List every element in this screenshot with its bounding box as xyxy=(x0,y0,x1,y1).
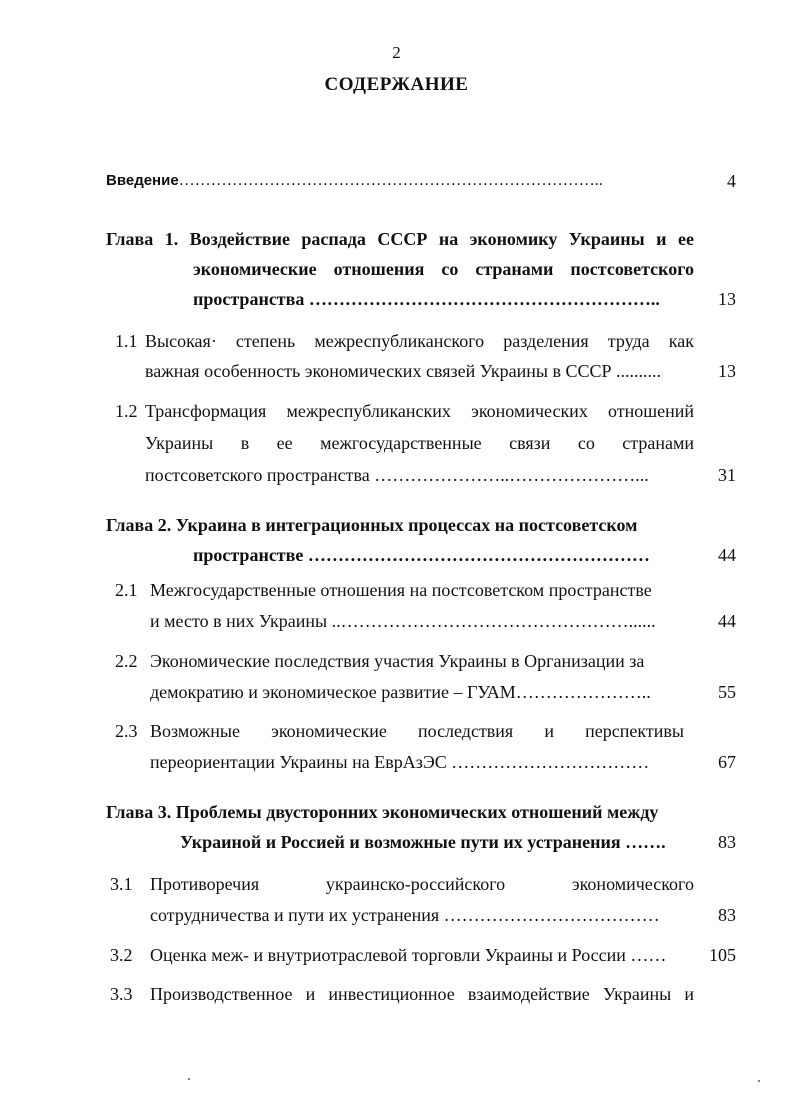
toc-chapter-1-line-3: пространства ………………………………………………….. xyxy=(193,289,660,309)
toc-chapter-1-line-2: экономические отношения со странами постсоветского xyxy=(193,259,694,279)
toc-section-1-2-page: 31 xyxy=(718,465,736,485)
page-title: СОДЕРЖАНИЕ xyxy=(324,74,469,95)
toc-intro-label: Введение xyxy=(106,172,179,189)
toc-chapter-3-line-2: Украиной и Россией и возможные пути их устранения ……. xyxy=(180,832,666,852)
toc-section-1-1-line-1: Высокая· степень межреспубликанского разделения труда как xyxy=(145,331,694,351)
toc-section-2-3-number: 2.3 xyxy=(115,721,138,741)
scan-speck xyxy=(188,1078,190,1080)
toc-section-2-3-line-2: переориентации Украины на ЕврАзЭС …………………………… xyxy=(150,752,650,772)
toc-chapter-2-line-1: Глава 2. Украина в интеграционных процессах на постсоветском xyxy=(106,515,638,535)
scan-speck xyxy=(758,1080,760,1082)
toc-section-3-1-line-2: сотрудничества и пути их устранения ……………………………… xyxy=(150,905,660,925)
toc-section-2-3-page: 67 xyxy=(718,752,736,772)
toc-section-2-2-number: 2.2 xyxy=(115,651,138,671)
toc-section-3-1-page: 83 xyxy=(718,905,736,925)
toc-intro-line xyxy=(106,166,696,196)
toc-intro-page: 4 xyxy=(727,171,736,191)
toc-section-1-1-page: 13 xyxy=(718,361,736,381)
toc-section-3-3-line-1: Производственное и инвестиционное взаимодействие Украины и xyxy=(150,984,694,1004)
toc-chapter-3-page: 83 xyxy=(718,832,736,852)
toc-section-3-2-page: 105 xyxy=(709,945,736,965)
page-number: 2 xyxy=(392,43,401,62)
toc-section-3-3-number: 3.3 xyxy=(110,984,133,1004)
toc-chapter-1-line-1: Глава 1. Воздействие распада СССР на экономику Украины и ее xyxy=(106,229,694,249)
toc-section-1-2-line-1: Трансформация межреспубликанских экономических отношений xyxy=(145,401,694,421)
toc-section-2-2-line-1: Экономические последствия участия Украины в Организации за xyxy=(150,651,645,671)
toc-section-1-1-number: 1.1 xyxy=(115,331,138,351)
toc-section-2-1-page: 44 xyxy=(718,611,736,631)
toc-chapter-1-page: 13 xyxy=(718,289,736,309)
toc-section-2-1-line-2: и место в них Украины ..…………………………………………...... xyxy=(150,611,656,631)
toc-section-1-2-number: 1.2 xyxy=(115,401,138,421)
toc-section-3-2-number: 3.2 xyxy=(110,945,133,965)
toc-section-2-3-line-1: Возможные экономические последствия и перспективы xyxy=(150,721,684,741)
toc-section-1-2-line-3: постсоветского пространства …………………..…………………... xyxy=(145,465,649,485)
toc-section-3-1-number: 3.1 xyxy=(110,874,133,894)
toc-section-3-1-line-1: Противоречия украинско-российского экономического xyxy=(150,874,694,894)
toc-chapter-2-line-2: пространстве ………………………………………………… xyxy=(193,545,650,565)
toc-intro-dots: …………………………………………………………………….. xyxy=(178,172,603,189)
toc-section-1-1-line-2: важная особенность экономических связей Украины в СССР .......... xyxy=(145,361,661,381)
toc-chapter-2-page: 44 xyxy=(718,545,736,565)
toc-section-2-2-line-2: демократию и экономическое развитие – ГУАМ………………….. xyxy=(150,682,651,702)
toc-chapter-3-line-1: Глава 3. Проблемы двусторонних экономических отношений между xyxy=(106,802,659,822)
toc-section-3-2-line-1: Оценка меж- и внутриотраслевой торговли Украины и России …… xyxy=(150,945,667,965)
toc-section-2-1-line-1: Межгосударственные отношения на постсоветском пространстве xyxy=(150,580,652,600)
toc-section-2-2-page: 55 xyxy=(718,682,736,702)
toc-section-1-2-line-2: Украины в ее межгосударственные связи со странами xyxy=(145,433,694,453)
toc-section-2-1-number: 2.1 xyxy=(115,580,138,600)
